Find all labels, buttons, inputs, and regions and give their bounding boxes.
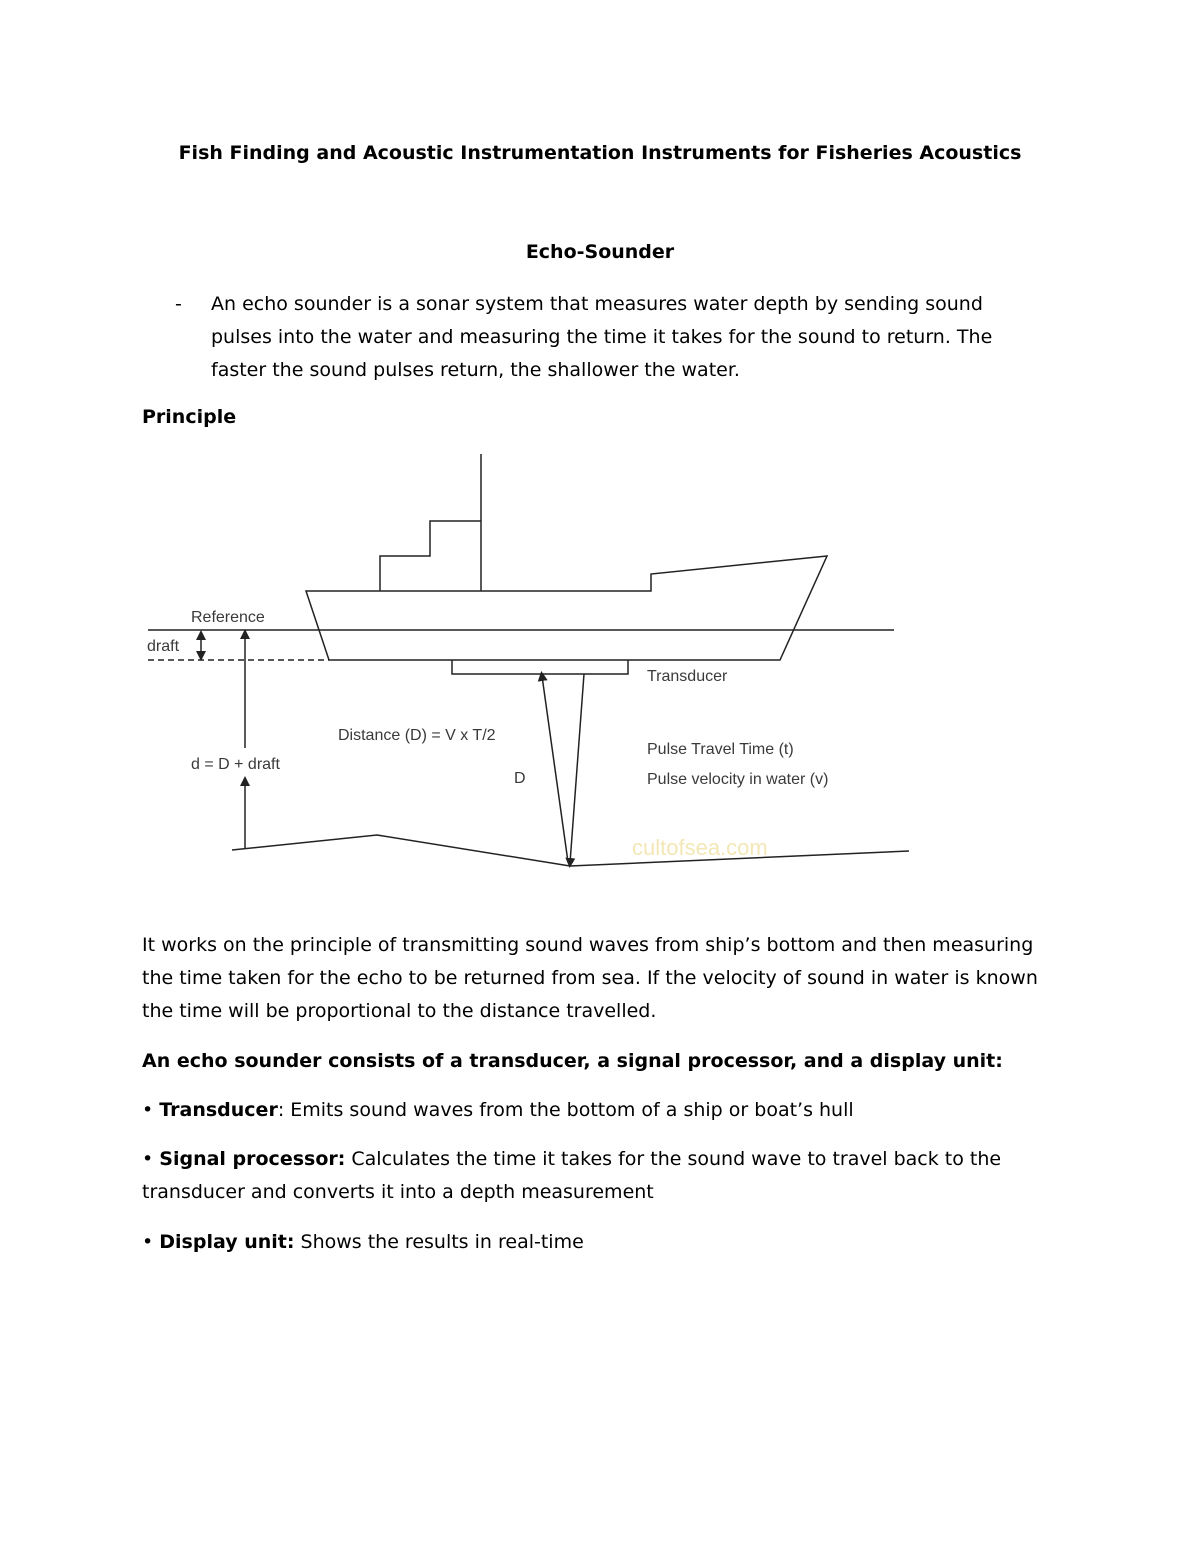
components-heading: An echo sounder consists of a transducer, a signal processor, and a display unit:	[142, 1050, 1003, 1072]
pulse-down-arrow	[570, 674, 584, 863]
draft-label: draft	[147, 638, 180, 655]
pulse-time-label: Pulse Travel Time (t)	[647, 741, 794, 758]
dash-bullet-marker: -	[175, 293, 182, 315]
component-name: Display unit:	[159, 1231, 295, 1253]
ship-hull	[306, 556, 827, 660]
principle-paragraph: It works on the principle of transmitting sound waves from ship’s bottom and then measuring the time taken for the echo to be returned from sea. If the velocity of sound in water is known the time will be proportional to the distance travelled.	[142, 934, 1038, 1022]
watermark-text: cultofsea.com	[632, 835, 768, 860]
depth-formula: d = D + draft	[191, 756, 280, 773]
intro-bullet-text: An echo sounder is a sonar system that measures water depth by sending sound pulses into the water and measuring the time it takes for the sound to return. The faster the sound pulses return, the shallower the water.	[211, 293, 993, 381]
d-label: D	[514, 770, 526, 787]
component-item-signal-processor	[142, 1143, 1042, 1209]
component-name: Transducer	[159, 1099, 278, 1121]
section-title-echo-sounder: Echo-Sounder	[525, 241, 675, 263]
bullet-marker: •	[142, 1099, 154, 1121]
component-item-transducer	[142, 1094, 1042, 1127]
component-name: Signal processor:	[159, 1148, 346, 1170]
component-description: : Emits sound waves from the bottom of a ship or boat’s hull	[277, 1099, 854, 1121]
component-item-display-unit	[142, 1226, 1042, 1259]
page-title: Fish Finding and Acoustic Instrumentation Instruments for Fisheries Acoustics	[178, 142, 1022, 164]
principle-heading: Principle	[142, 406, 237, 428]
transducer-box	[452, 660, 628, 674]
component-description: Calculates the time it takes for the sound wave to travel back to the transducer and converts it into a depth measurement	[142, 1148, 1002, 1203]
ship-cabin	[380, 521, 481, 591]
component-description: Shows the results in real-time	[294, 1231, 584, 1253]
echo-up-arrow	[542, 676, 568, 862]
distance-formula: Distance (D) = V x T/2	[338, 727, 496, 744]
pulse-velocity-label: Pulse velocity in water (v)	[647, 771, 829, 788]
transducer-label: Transducer	[647, 668, 728, 685]
bullet-marker: •	[142, 1148, 154, 1170]
reference-label: Reference	[191, 609, 265, 626]
bullet-marker: •	[142, 1231, 154, 1253]
